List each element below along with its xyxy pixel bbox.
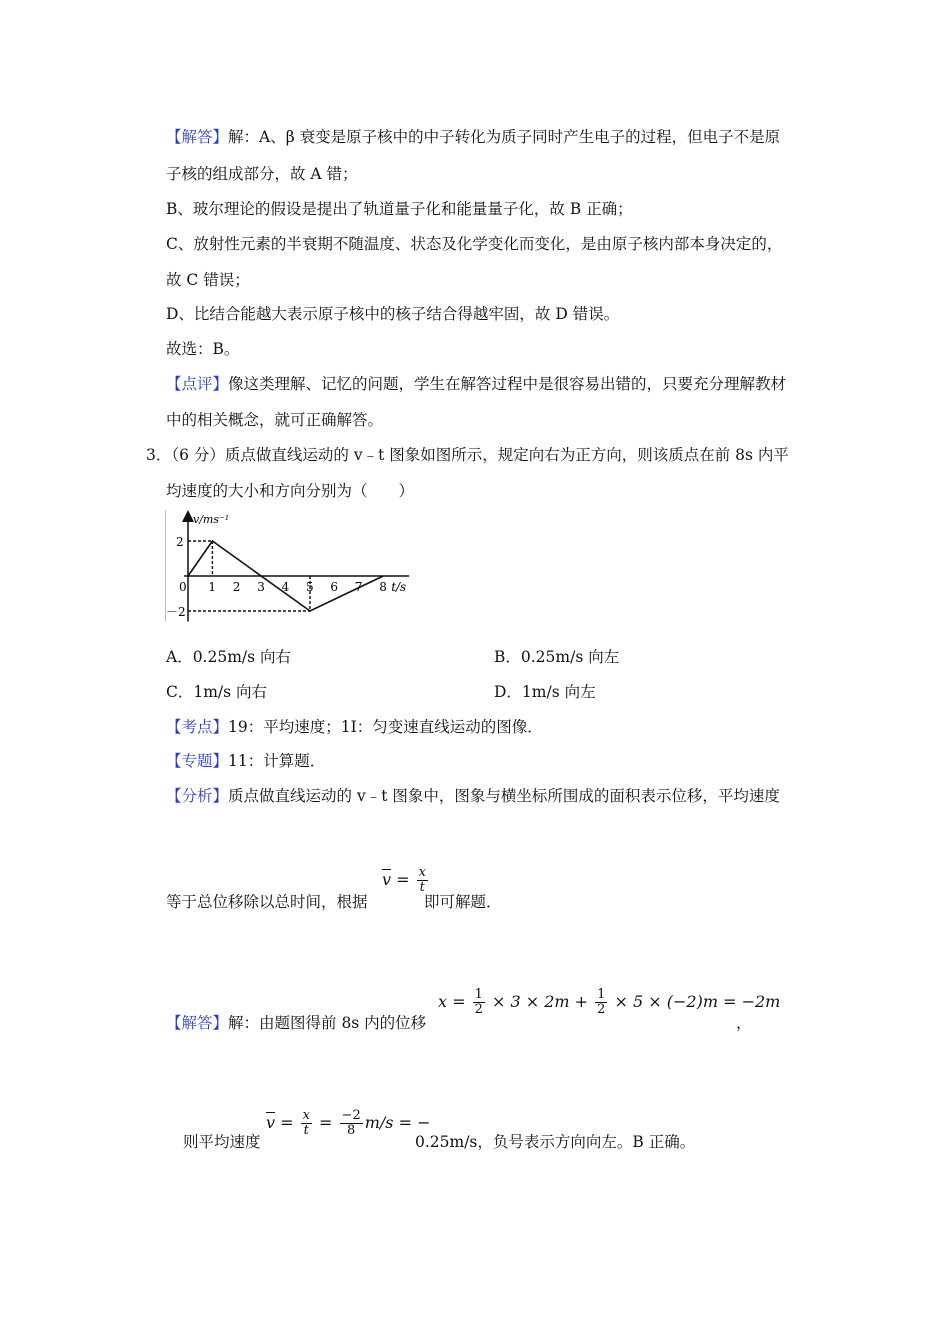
option-d: D．1m/s 向左 bbox=[494, 683, 596, 701]
x-tick-label-2: 2 bbox=[232, 580, 241, 594]
jieda-line-2a: 则平均速度 bbox=[183, 1133, 261, 1151]
kaodian-text: 19：平均速度；1I：匀变速直线运动的图像． bbox=[228, 718, 543, 736]
fenxi-text-1: 质点做直线运动的 v﹣t 图象中，图象与横坐标所围成的面积表示位移，平均速度 bbox=[228, 787, 780, 805]
answer-tag: 【解答】 bbox=[166, 128, 229, 146]
y-tick-label-1: －2 bbox=[166, 605, 186, 619]
analysis-text-1: 解：A、β 衰变是原子核中的中子转化为质子同时产生电子的过程，但电子不是原 bbox=[228, 128, 781, 146]
y-axis-label: v/ms⁻¹ bbox=[193, 513, 230, 526]
vt-chart bbox=[164, 509, 409, 624]
y-tick-label-0: 2 bbox=[176, 535, 184, 549]
x-tick-label-5: 5 bbox=[306, 580, 314, 594]
x-tick-label-6: 6 bbox=[330, 580, 339, 594]
analysis-line-7: 故选：B。 bbox=[166, 340, 240, 358]
zhuanti-line bbox=[166, 750, 325, 772]
jieda-line-1 bbox=[166, 1012, 426, 1034]
x-tick-label-4: 4 bbox=[281, 580, 290, 594]
option-b: B．0.25m/s 向左 bbox=[494, 648, 620, 666]
comment-tag: 【点评】 bbox=[166, 375, 229, 393]
formula-avg-result: $\overline{v}$ = $\frac{x}{t}$ = $\frac{-2}{8}$ m/s = − bbox=[266, 1108, 431, 1138]
x-axis-label: t/s bbox=[391, 580, 407, 594]
x-tick-label-8: 8 bbox=[379, 580, 387, 594]
x-tick-label-3: 3 bbox=[257, 580, 265, 594]
analysis-line-4: C、放射性元素的半衰期不随温度、状态及化学变化而变化，是由原子核内部本身决定的， bbox=[166, 235, 783, 253]
x-tick-label-0: 0 bbox=[179, 580, 187, 594]
jieda-tag: 【解答】 bbox=[166, 1014, 229, 1032]
fenxi-tag: 【分析】 bbox=[166, 787, 229, 805]
analysis-line-5: 故 C 错误； bbox=[166, 271, 250, 289]
jieda-line-2b: 0.25m/s，负号表示方向向左。B 正确。 bbox=[415, 1133, 696, 1151]
formula-avg-velocity: $\overline{v}$ = $\frac{x}{t}$ bbox=[382, 865, 426, 895]
fenxi-line-1 bbox=[166, 785, 780, 807]
option-a: A．0.25m/s 向右 bbox=[166, 648, 292, 666]
kaodian-tag: 【考点】 bbox=[166, 718, 229, 736]
analysis-line-2: 子核的组成部分，故 A 错； bbox=[166, 165, 358, 183]
analysis-line-3: B、玻尔理论的假设是提出了轨道量子化和能量量子化，故 B 正确； bbox=[166, 200, 633, 218]
option-c: C．1m/s 向右 bbox=[166, 683, 268, 701]
analysis-line-6: D、比结合能越大表示原子核中的核子结合得越牢固，故 D 错误。 bbox=[166, 305, 620, 323]
formula-displacement: x = $\frac{1}{2}$ × 3 × 2m + $\frac{1}{2}$ × 5 × (−2)m = −2m bbox=[438, 987, 781, 1017]
comment-line-1 bbox=[166, 373, 786, 395]
fenxi-line-2b: 即可解题． bbox=[424, 893, 502, 911]
jieda-comma: ， bbox=[736, 1014, 752, 1032]
comment-text-1: 像这类理解、记忆的问题，学生在解答过程中是很容易出错的，只要充分理解教材 bbox=[228, 375, 787, 393]
jieda-text-1: 解：由题图得前 8s 内的位移 bbox=[228, 1014, 427, 1032]
question-line-1: 3．（6 分）质点做直线运动的 v﹣t 图象如图所示，规定向右为正方向，则该质点在前 8s 内平 bbox=[146, 446, 789, 464]
fenxi-line-2a: 等于总位移除以总时间，根据 bbox=[166, 893, 368, 911]
x-tick-label-1: 1 bbox=[208, 580, 217, 594]
zhuanti-text: 11：计算题． bbox=[228, 752, 326, 770]
kaodian-line bbox=[166, 716, 543, 738]
x-tick-label-7: 7 bbox=[354, 580, 363, 594]
comment-line-2: 中的相关概念，就可正确解答。 bbox=[166, 411, 384, 429]
question-line-2: 均速度的大小和方向分别为（ ） bbox=[166, 482, 415, 500]
analysis-line-1 bbox=[166, 126, 780, 148]
zhuanti-tag: 【专题】 bbox=[166, 752, 229, 770]
